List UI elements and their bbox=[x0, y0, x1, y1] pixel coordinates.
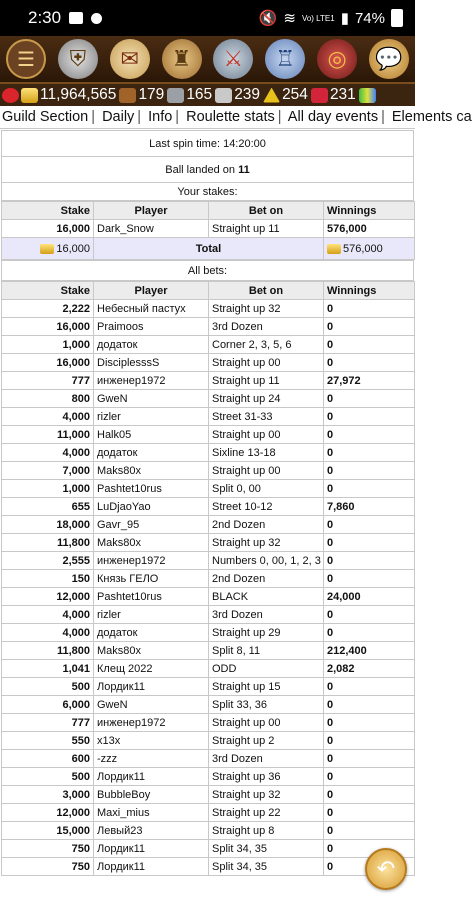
total-winnings: 576,000 bbox=[324, 238, 415, 260]
row-bet-on: Straight up 00 bbox=[209, 714, 324, 732]
row-bet-on: Straight up 22 bbox=[209, 804, 324, 822]
helmet-icon[interactable]: ⛨ bbox=[58, 39, 98, 79]
col-stake: Stake bbox=[2, 202, 94, 220]
row-stake: 750 bbox=[2, 858, 94, 876]
table-row bbox=[2, 858, 415, 876]
row-bet-on: Straight up 32 bbox=[209, 300, 324, 318]
row-player: инженер1972 bbox=[94, 372, 209, 390]
row-winnings: 0 bbox=[324, 696, 415, 714]
row-player: додаток bbox=[94, 444, 209, 462]
row-player: додаток bbox=[94, 336, 209, 354]
row-stake: 11,800 bbox=[2, 642, 94, 660]
row-bet-on: Street 10-12 bbox=[209, 498, 324, 516]
gold-icon bbox=[40, 244, 54, 254]
row-bet-on: Straight up 29 bbox=[209, 624, 324, 642]
row-player: Halk05 bbox=[94, 426, 209, 444]
table-row bbox=[2, 354, 415, 372]
table-row bbox=[2, 534, 415, 552]
battery-icon bbox=[391, 9, 403, 27]
row-bet-on: ODD bbox=[209, 660, 324, 678]
back-button[interactable] bbox=[365, 848, 407, 890]
table-row bbox=[2, 750, 415, 768]
row-bet-on: Straight up 32 bbox=[209, 534, 324, 552]
col-bet-on: Bet on bbox=[209, 202, 324, 220]
nav-guild-section[interactable]: Guild Section bbox=[2, 109, 89, 125]
row-winnings: 0 bbox=[324, 390, 415, 408]
row-player: Лордик11 bbox=[94, 840, 209, 858]
mute-icon: 🔇 bbox=[258, 10, 278, 27]
row-player: rizler bbox=[94, 408, 209, 426]
row-winnings: 0 bbox=[324, 732, 415, 750]
table-row bbox=[2, 516, 415, 534]
row-stake: 12,000 bbox=[2, 588, 94, 606]
table-row bbox=[2, 444, 415, 462]
ball-landed bbox=[2, 157, 414, 183]
table-row bbox=[2, 714, 415, 732]
row-bet-on: 2nd Dozen bbox=[209, 516, 324, 534]
row-winnings: 0 bbox=[324, 480, 415, 498]
scroll-map-icon[interactable]: ✉ bbox=[110, 39, 150, 79]
last-spin-time: Last spin time: 14:20:00 bbox=[2, 131, 414, 157]
row-player: LuDjaoYao bbox=[94, 498, 209, 516]
clock: 2:30 bbox=[28, 8, 62, 27]
row-winnings: 0 bbox=[324, 336, 415, 354]
row-winnings: 0 bbox=[324, 444, 415, 462]
row-bet-on: Straight up 32 bbox=[209, 786, 324, 804]
row-stake: 4,000 bbox=[2, 624, 94, 642]
all-bets-rows bbox=[2, 300, 415, 876]
col-bet-on: Bet on bbox=[209, 282, 324, 300]
row-winnings: 212,400 bbox=[324, 642, 415, 660]
row-winnings: 0 bbox=[324, 750, 415, 768]
app-notification-icon bbox=[91, 13, 102, 24]
row-stake: 1,000 bbox=[2, 480, 94, 498]
stone-icon bbox=[167, 88, 184, 103]
spin-info-table bbox=[1, 130, 414, 201]
table-row bbox=[2, 822, 415, 840]
gems-icon bbox=[359, 88, 376, 103]
all-bets-table bbox=[1, 281, 415, 876]
row-stake: 777 bbox=[2, 372, 94, 390]
row-stake: 11,000 bbox=[2, 426, 94, 444]
your-stakes-table bbox=[1, 201, 415, 260]
row-bet-on: 3rd Dozen bbox=[209, 606, 324, 624]
row-winnings: 2,082 bbox=[324, 660, 415, 678]
row-bet-on: Straight up 00 bbox=[209, 426, 324, 444]
table-row bbox=[2, 300, 415, 318]
row-bet-on: Split 34, 35 bbox=[209, 840, 324, 858]
row-winnings: 576,000 bbox=[324, 220, 415, 238]
row-player: -zzz bbox=[94, 750, 209, 768]
row-player: Левый23 bbox=[94, 822, 209, 840]
ore-amount: 239 bbox=[234, 86, 261, 103]
row-player: инженер1972 bbox=[94, 552, 209, 570]
row-stake: 1,041 bbox=[2, 660, 94, 678]
row-player: Maks80x bbox=[94, 642, 209, 660]
table-row bbox=[2, 696, 415, 714]
col-stake: Stake bbox=[2, 282, 94, 300]
row-stake: 750 bbox=[2, 840, 94, 858]
table-row bbox=[2, 336, 415, 354]
row-stake: 16,000 bbox=[2, 354, 94, 372]
col-winnings: Winnings bbox=[324, 202, 415, 220]
row-stake: 18,000 bbox=[2, 516, 94, 534]
table-row bbox=[2, 390, 415, 408]
row-bet-on: Sixline 13-18 bbox=[209, 444, 324, 462]
table-row bbox=[2, 840, 415, 858]
signal-icon: ▮ bbox=[340, 10, 349, 27]
your-stakes-rows bbox=[2, 220, 415, 238]
total-label: Total bbox=[94, 238, 324, 260]
row-winnings: 0 bbox=[324, 678, 415, 696]
sulfur-icon bbox=[263, 88, 280, 103]
table-row bbox=[2, 552, 415, 570]
row-player: Gavr_95 bbox=[94, 516, 209, 534]
wood-amount: 179 bbox=[138, 86, 165, 103]
row-player: Небесный пастух bbox=[94, 300, 209, 318]
wood-icon bbox=[119, 88, 136, 103]
wifi-icon: ≋ bbox=[283, 10, 296, 27]
row-player: GweN bbox=[94, 390, 209, 408]
row-bet-on: 3rd Dozen bbox=[209, 318, 324, 336]
inventory-bag-icon[interactable]: ♜ bbox=[162, 39, 202, 79]
tower-icon[interactable]: ♖ bbox=[265, 39, 305, 79]
row-player: Лордик11 bbox=[94, 858, 209, 876]
network-label: Vo) LTE1 bbox=[301, 13, 335, 23]
row-bet-on: Straight up 00 bbox=[209, 354, 324, 372]
row-winnings: 0 bbox=[324, 426, 415, 444]
row-player: Maxi_mius bbox=[94, 804, 209, 822]
table-row bbox=[2, 220, 415, 238]
table-row bbox=[2, 318, 415, 336]
gold-icon bbox=[21, 88, 38, 103]
your-stakes-title: Your stakes: bbox=[2, 183, 414, 201]
row-stake: 800 bbox=[2, 390, 94, 408]
ball-landed-label: Ball landed on bbox=[165, 163, 239, 176]
resource-bar bbox=[0, 84, 415, 106]
row-stake: 2,222 bbox=[2, 300, 94, 318]
row-stake: 600 bbox=[2, 750, 94, 768]
table-row bbox=[2, 498, 415, 516]
table-row bbox=[2, 408, 415, 426]
row-winnings: 0 bbox=[324, 840, 415, 858]
row-player: Dark_Snow bbox=[94, 220, 209, 238]
row-winnings: 0 bbox=[324, 462, 415, 480]
row-winnings: 0 bbox=[324, 786, 415, 804]
row-winnings: 0 bbox=[324, 768, 415, 786]
row-bet-on: Split 34, 35 bbox=[209, 858, 324, 876]
roulette-icon[interactable]: ◎ bbox=[317, 39, 357, 79]
chat-icon[interactable]: 💬 bbox=[369, 39, 409, 79]
row-bet-on: Straight up 15 bbox=[209, 678, 324, 696]
table-row bbox=[2, 804, 415, 822]
row-winnings: 0 bbox=[324, 408, 415, 426]
table-row bbox=[2, 588, 415, 606]
row-stake: 4,000 bbox=[2, 606, 94, 624]
sulfur-amount: 254 bbox=[282, 86, 308, 103]
table-row bbox=[2, 426, 415, 444]
row-stake: 777 bbox=[2, 714, 94, 732]
gold-icon bbox=[327, 244, 341, 254]
row-player: GweN bbox=[94, 696, 209, 714]
row-bet-on: Split 0, 00 bbox=[209, 480, 324, 498]
row-bet-on: Straight up 11 bbox=[209, 220, 324, 238]
row-player: Maks80x bbox=[94, 534, 209, 552]
row-bet-on: Straight up 11 bbox=[209, 372, 324, 390]
total-row bbox=[2, 238, 415, 260]
row-player: додаток bbox=[94, 624, 209, 642]
row-player: инженер1972 bbox=[94, 714, 209, 732]
row-stake: 4,000 bbox=[2, 408, 94, 426]
row-winnings: 0 bbox=[324, 624, 415, 642]
row-bet-on: Straight up 2 bbox=[209, 732, 324, 750]
all-bets-title-table bbox=[1, 260, 414, 281]
row-winnings: 0 bbox=[324, 552, 415, 570]
row-player: Maks80x bbox=[94, 462, 209, 480]
table-row bbox=[2, 660, 415, 678]
nav-daily[interactable]: Daily bbox=[102, 109, 135, 125]
row-winnings: 27,972 bbox=[324, 372, 415, 390]
row-winnings: 0 bbox=[324, 570, 415, 588]
row-winnings: 0 bbox=[324, 354, 415, 372]
row-player: Князь ГЕЛО bbox=[94, 570, 209, 588]
row-player: Pashtet10rus bbox=[94, 480, 209, 498]
nav-elements[interactable]: Elements ca bbox=[391, 109, 472, 125]
row-bet-on: Straight up 24 bbox=[209, 390, 324, 408]
row-winnings: 0 bbox=[324, 534, 415, 552]
row-stake: 550 bbox=[2, 732, 94, 750]
crossed-swords-icon[interactable]: ⚔ bbox=[213, 39, 253, 79]
row-winnings: 0 bbox=[324, 606, 415, 624]
heart-icon bbox=[2, 88, 19, 103]
row-stake: 500 bbox=[2, 768, 94, 786]
table-row bbox=[2, 732, 415, 750]
table-row bbox=[2, 786, 415, 804]
row-stake: 4,000 bbox=[2, 444, 94, 462]
row-bet-on: Street 31-33 bbox=[209, 408, 324, 426]
table-row bbox=[2, 372, 415, 390]
menu-icon[interactable]: ☰ bbox=[6, 39, 46, 79]
battery-percent: 74% bbox=[354, 9, 385, 27]
row-stake: 1,000 bbox=[2, 336, 94, 354]
gold-amount: 11,964,565 bbox=[40, 86, 117, 103]
ball-number: 11 bbox=[238, 163, 250, 176]
roulette-results bbox=[1, 130, 414, 900]
row-bet-on: BLACK bbox=[209, 588, 324, 606]
row-winnings: 0 bbox=[324, 858, 415, 876]
table-row bbox=[2, 462, 415, 480]
col-winnings: Winnings bbox=[324, 282, 415, 300]
all-bets-title: All bets: bbox=[2, 261, 414, 281]
row-winnings: 0 bbox=[324, 318, 415, 336]
gallery-notification-icon bbox=[69, 12, 83, 24]
back-arrow-icon: ↶ bbox=[376, 856, 396, 881]
row-player: x13x bbox=[94, 732, 209, 750]
row-stake: 2,555 bbox=[2, 552, 94, 570]
row-stake: 16,000 bbox=[2, 220, 94, 238]
row-bet-on: Straight up 8 bbox=[209, 822, 324, 840]
row-winnings: 0 bbox=[324, 822, 415, 840]
row-winnings: 0 bbox=[324, 516, 415, 534]
nav-all-day-events[interactable]: All day events bbox=[287, 109, 379, 125]
row-player: Pashtet10rus bbox=[94, 588, 209, 606]
row-bet-on: 2nd Dozen bbox=[209, 570, 324, 588]
row-bet-on: Straight up 36 bbox=[209, 768, 324, 786]
row-player: rizler bbox=[94, 606, 209, 624]
row-bet-on: Straight up 00 bbox=[209, 462, 324, 480]
table-row bbox=[2, 624, 415, 642]
row-winnings: 7,860 bbox=[324, 498, 415, 516]
row-player: BubbleBoy bbox=[94, 786, 209, 804]
row-stake: 6,000 bbox=[2, 696, 94, 714]
stone-amount: 165 bbox=[186, 86, 213, 103]
table-row bbox=[2, 606, 415, 624]
row-player: DisciplesssS bbox=[94, 354, 209, 372]
navigation-links: Guild Section | Daily | Info | Roulette stats | All day events | Elements ca bbox=[0, 106, 415, 129]
row-bet-on: Corner 2, 3, 5, 6 bbox=[209, 336, 324, 354]
row-winnings: 0 bbox=[324, 804, 415, 822]
row-stake: 3,000 bbox=[2, 786, 94, 804]
row-stake: 7,000 bbox=[2, 462, 94, 480]
row-stake: 500 bbox=[2, 678, 94, 696]
crystal-amount: 231 bbox=[329, 86, 356, 103]
row-stake: 16,000 bbox=[2, 318, 94, 336]
row-stake: 11,800 bbox=[2, 534, 94, 552]
row-bet-on: 3rd Dozen bbox=[209, 750, 324, 768]
row-stake: 12,000 bbox=[2, 804, 94, 822]
table-row bbox=[2, 642, 415, 660]
row-stake: 15,000 bbox=[2, 822, 94, 840]
game-menu-bar bbox=[0, 36, 415, 84]
row-stake: 150 bbox=[2, 570, 94, 588]
ore-icon bbox=[215, 88, 232, 103]
row-bet-on: Split 8, 11 bbox=[209, 642, 324, 660]
col-player: Player bbox=[94, 202, 209, 220]
row-winnings: 0 bbox=[324, 714, 415, 732]
row-winnings: 24,000 bbox=[324, 588, 415, 606]
row-player: Лордик11 bbox=[94, 678, 209, 696]
table-row bbox=[2, 678, 415, 696]
row-player: Клещ 2022 bbox=[94, 660, 209, 678]
row-winnings: 0 bbox=[324, 300, 415, 318]
row-player: Praimoos bbox=[94, 318, 209, 336]
crystal-icon bbox=[311, 88, 328, 103]
table-row bbox=[2, 570, 415, 588]
total-stake: 16,000 bbox=[2, 238, 94, 260]
nav-info[interactable]: Info bbox=[148, 109, 173, 125]
nav-roulette-stats[interactable]: Roulette stats bbox=[186, 109, 275, 125]
row-bet-on: Split 33, 36 bbox=[209, 696, 324, 714]
table-row bbox=[2, 768, 415, 786]
status-bar bbox=[0, 0, 415, 36]
row-stake: 655 bbox=[2, 498, 94, 516]
col-player: Player bbox=[94, 282, 209, 300]
row-player: Лордик11 bbox=[94, 768, 209, 786]
row-bet-on: Numbers 0, 00, 1, 2, 3 bbox=[209, 552, 324, 570]
table-row bbox=[2, 480, 415, 498]
